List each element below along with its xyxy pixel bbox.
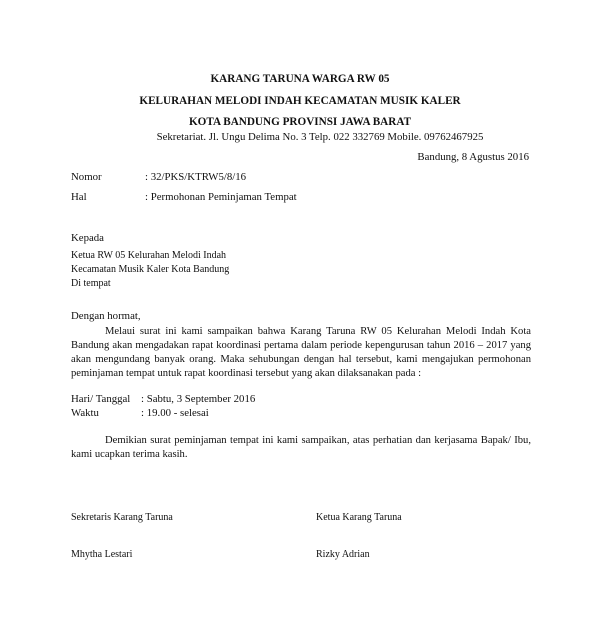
signature-right-title: Ketua Karang Taruna (316, 512, 402, 523)
org-name: KARANG TARUNA WARGA RW 05 (210, 73, 390, 85)
recipient-line-3: Di tempat (71, 278, 111, 289)
org-address: Sekretariat. Jl. Ungu Delima No. 3 Telp. 022 332769 Mobile. 09762467925 (156, 131, 484, 143)
body-paragraph-2-text: Demikian surat peminjaman tempat ini kami sampaikan, atas perhatian dan kerjasama Bapak/ Ibu, kami ucapkan terima kasih. (71, 435, 531, 460)
recipient-line-1: Ketua RW 05 Kelurahan Melodi Indah (71, 250, 227, 261)
letter-date: Bandung, 8 Agustus 2016 (417, 151, 529, 163)
hari-value: : Sabtu, 3 September 2016 (141, 393, 256, 405)
signature-left-title: Sekretaris Karang Taruna (71, 512, 173, 523)
signature-left-name: Mhytha Lestari (71, 549, 133, 560)
org-city: KOTA BANDUNG PROVINSI JAWA BARAT (188, 116, 412, 128)
body-paragraph-1-text: Melaui surat ini kami sampaikan bahwa Karang Taruna RW 05 Kelurahan Melodi Indah Kota Bandung akan mengadakan rapat koordinasi pertama dalam periode kepengurusan tahun 2016 – 2017 yang akan mengundang banyak orang. Maka sehubungan dengan hal tersebut, kami mengajukan permohonan peminjaman tempat untuk rapat koordinasi tersebut yang akan dilaksanakan pada : (71, 326, 531, 379)
waktu-label: Waktu (71, 407, 99, 419)
hari-label: Hari/ Tanggal (71, 393, 131, 405)
hal-label: Hal (71, 191, 87, 203)
nomor-label: Nomor (71, 171, 102, 183)
recipient-line-2: Kecamatan Musik Kaler Kota Bandung (71, 264, 230, 275)
body-paragraph-1 (71, 325, 531, 381)
salutation: Dengan hormat, (71, 310, 141, 322)
nomor-value: : 32/PKS/KTRW5/8/16 (145, 171, 247, 183)
hal-value: : Permohonan Peminjaman Tempat (145, 191, 297, 203)
body-paragraph-2 (71, 434, 531, 462)
waktu-value: : 19.00 - selesai (141, 407, 209, 419)
signature-right-name: Rizky Adrian (316, 549, 370, 560)
kepada-label: Kepada (71, 232, 104, 244)
org-kelurahan: KELURAHAN MELODI INDAH KECAMATAN MUSIK KALER (139, 95, 461, 107)
